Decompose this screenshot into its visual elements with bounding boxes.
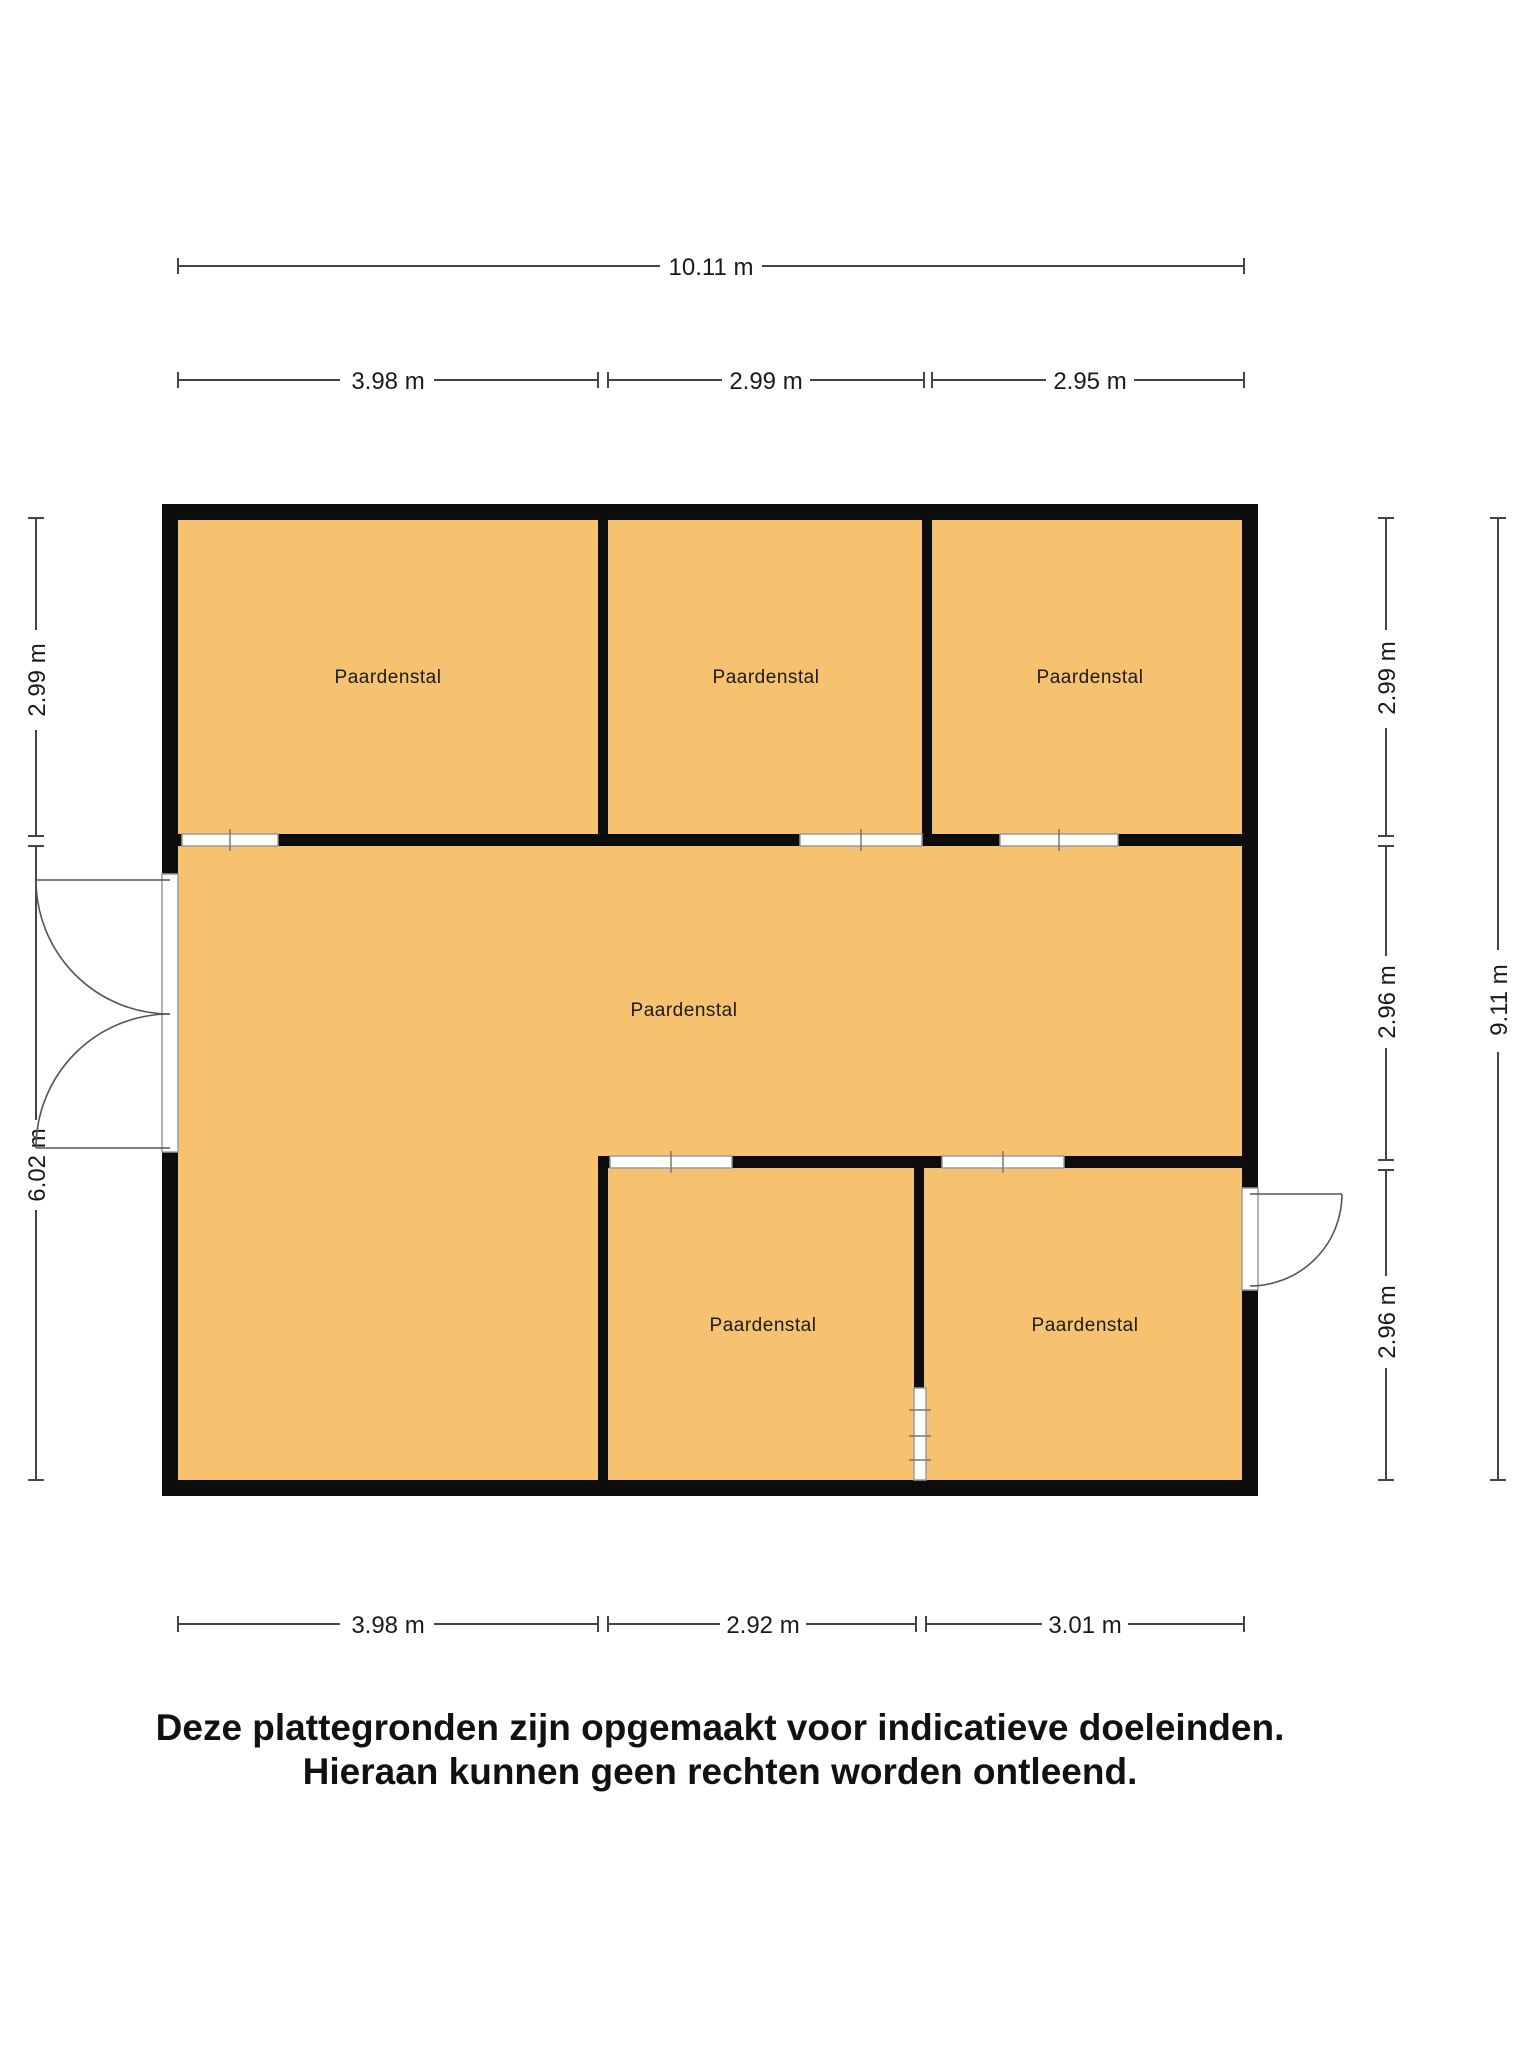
room-label-top-left: Paardenstal: [334, 667, 442, 688]
dimension-right-total-label: 9.11 m: [1486, 964, 1513, 1036]
dimension-left-2-label: 6.02 m: [24, 1128, 51, 1202]
dimension-right-segments: [1374, 518, 1401, 1480]
room-label-bottom-right: Paardenstal: [1031, 1315, 1139, 1336]
disclaimer-line-2: Hieraan kunnen geen rechten worden ontleend.: [302, 1751, 1138, 1792]
room-label-main: Paardenstal: [630, 1000, 738, 1021]
dimension-right-total: [1486, 518, 1513, 1480]
left-double-door: [36, 874, 178, 1152]
dimension-right-1-label: 2.99 m: [1374, 641, 1401, 715]
dimension-bottom-3-label: 3.01 m: [1048, 1612, 1122, 1639]
dimension-top-1-label: 3.98 m: [351, 368, 425, 395]
dimension-left: [24, 518, 51, 1480]
dimension-top-segments: [178, 368, 1244, 395]
dimension-top-2-label: 2.99 m: [729, 368, 803, 395]
dimension-bottom-segments: [178, 1612, 1244, 1639]
dimension-top-3-label: 2.95 m: [1053, 368, 1127, 395]
dimension-left-1-label: 2.99 m: [24, 643, 51, 717]
disclaimer: [0, 1706, 1440, 1794]
dimension-top-total-label: 10.11 m: [668, 254, 754, 281]
room-label-top-mid: Paardenstal: [712, 667, 820, 688]
dimension-bottom-2-label: 2.92 m: [726, 1612, 800, 1639]
room-label-bottom-mid: Paardenstal: [709, 1315, 817, 1336]
dimension-right-2-label: 2.96 m: [1374, 965, 1401, 1039]
room-label-top-right: Paardenstal: [1036, 667, 1144, 688]
dimension-bottom-1-label: 3.98 m: [351, 1612, 425, 1639]
disclaimer-line-1: Deze plattegronden zijn opgemaakt voor indicatieve doeleinden.: [155, 1707, 1285, 1748]
right-door: [1242, 1188, 1342, 1290]
dimension-right-3-label: 2.96 m: [1374, 1285, 1401, 1359]
dimension-top-total: [178, 254, 1244, 281]
